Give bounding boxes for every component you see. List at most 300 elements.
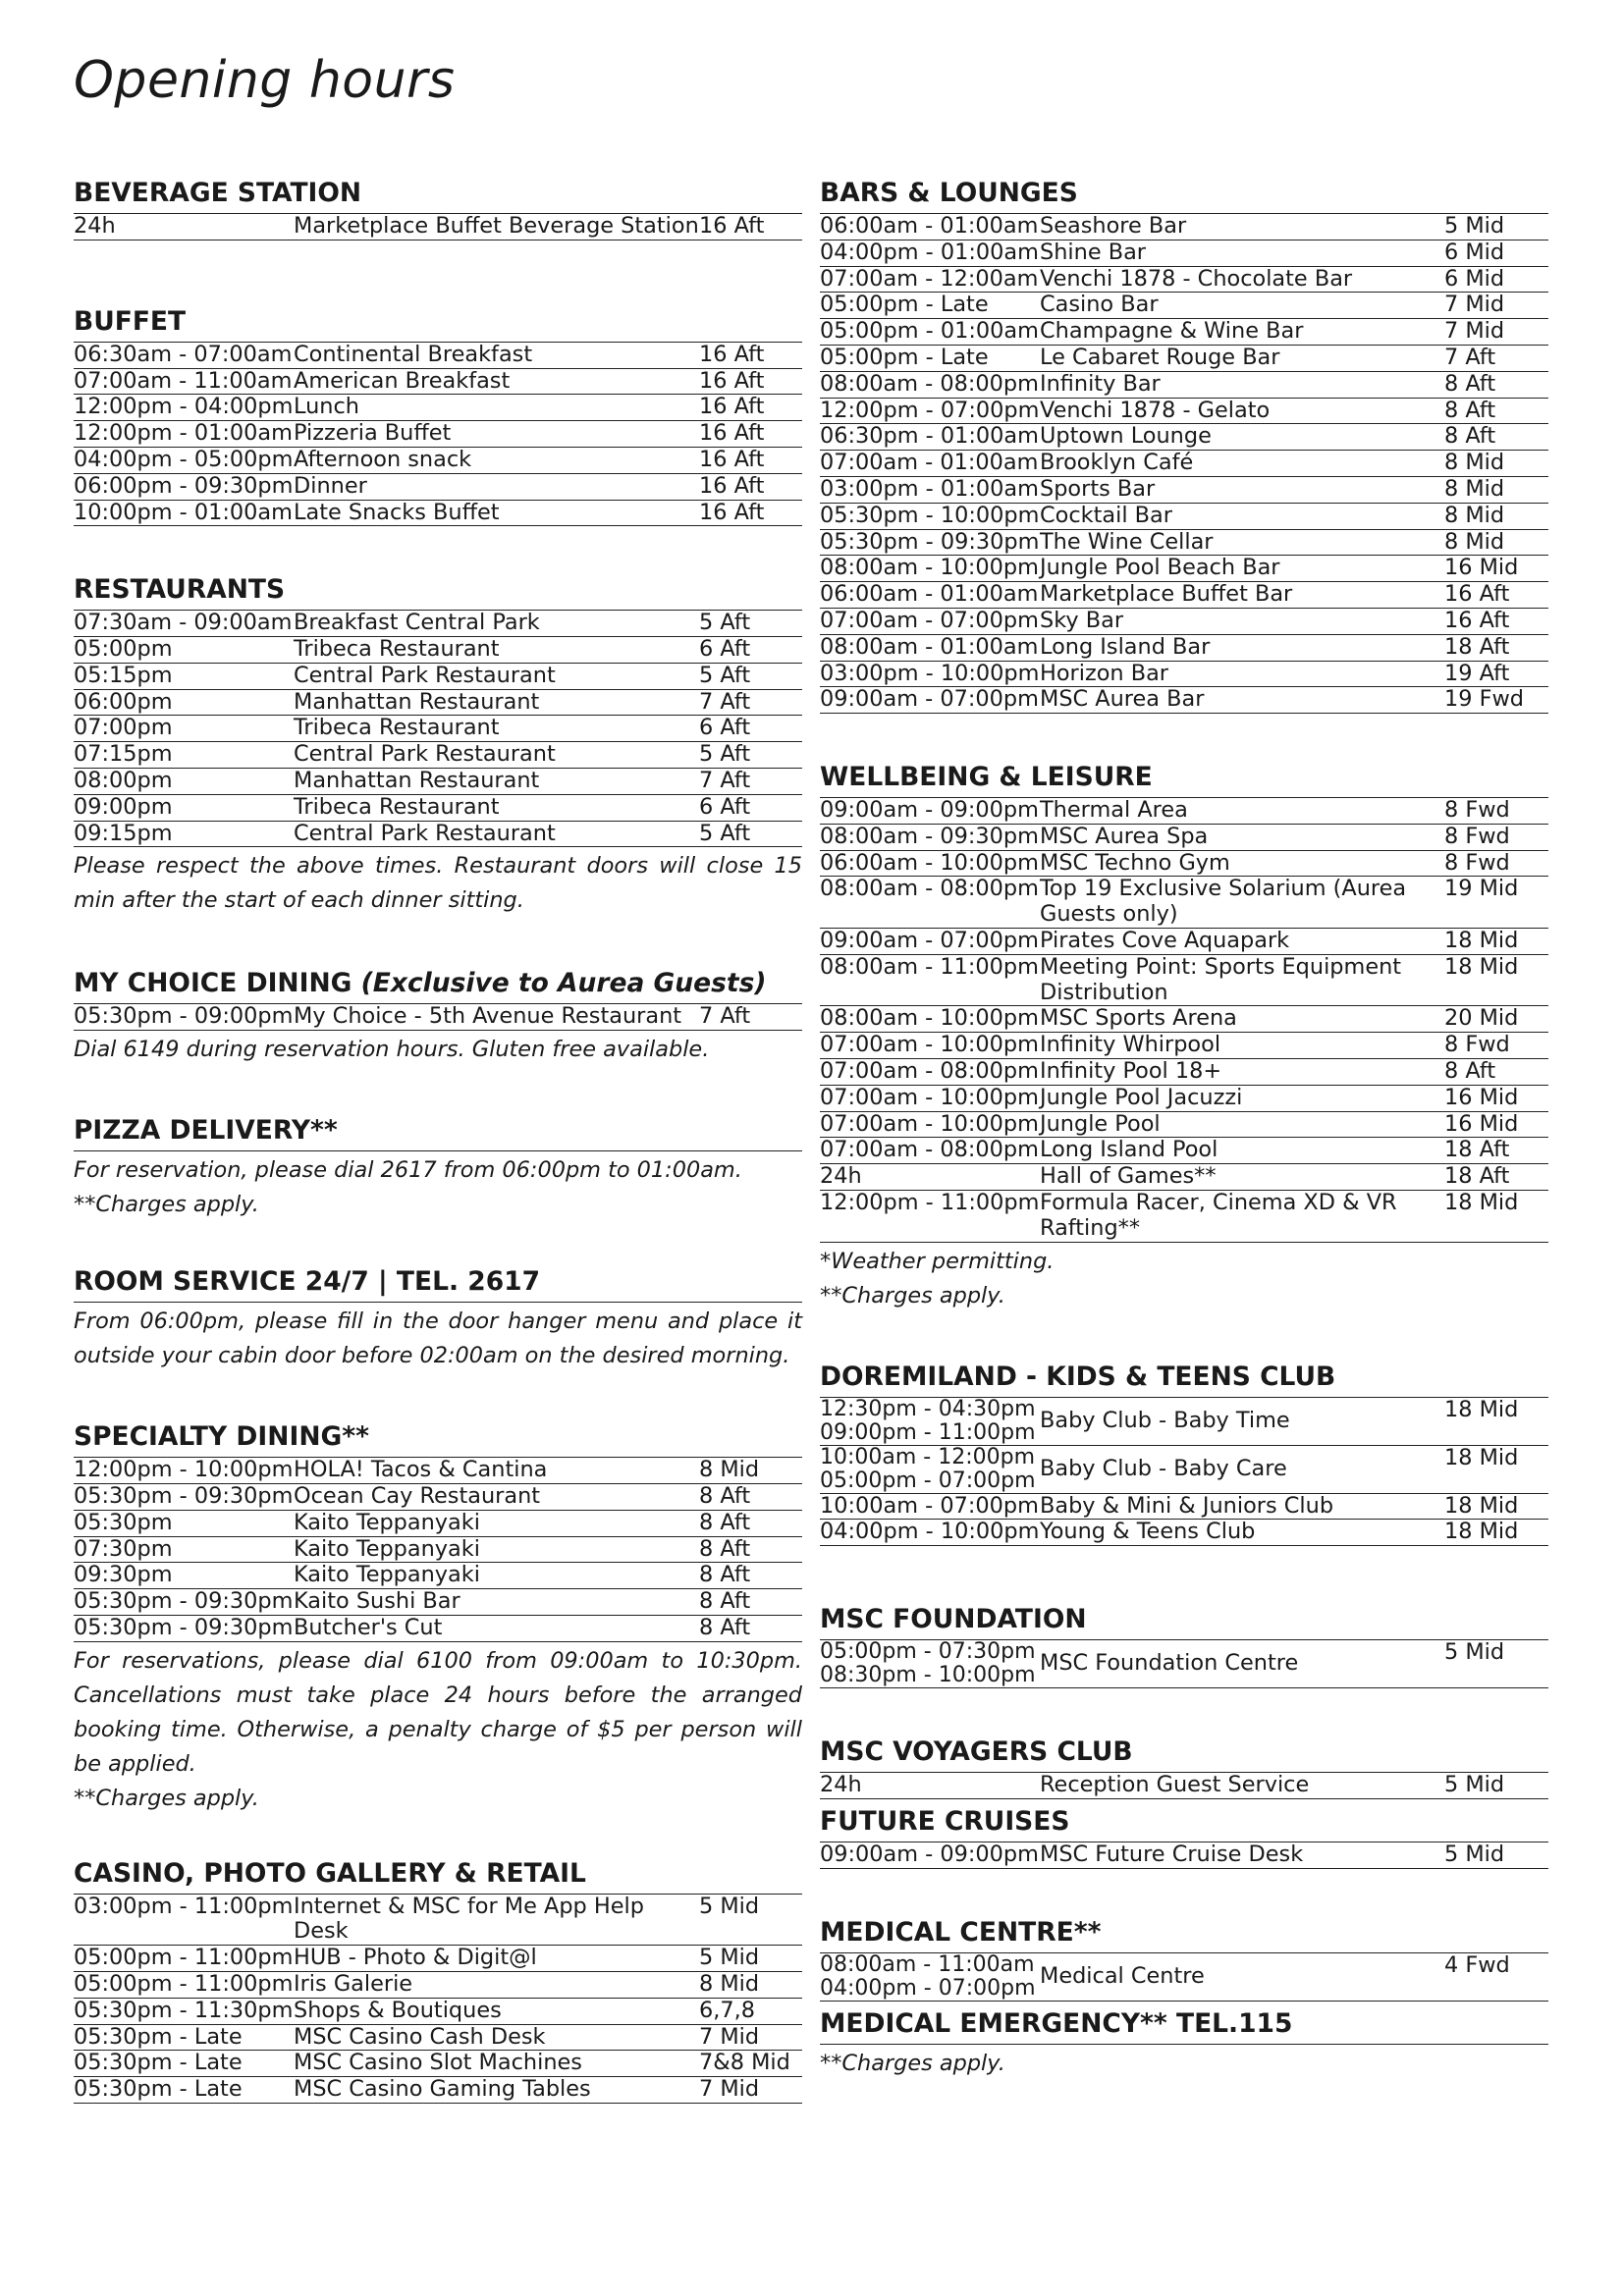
section-note [820,1245,1548,1313]
row-time: 05:30pm - 09:30pm [74,1588,294,1615]
row-time: 05:15pm [74,662,173,688]
section-beverage-station [74,177,802,240]
row-deck: 16 Mid [1444,555,1519,581]
row-venue: MSC Techno Gym [1040,849,1230,876]
row-time: 05:30pm - Late [74,2023,243,2050]
schedule-row [74,501,802,527]
row-venue: Marketplace Buffet Bar [1040,581,1293,608]
section-spacer [820,1688,1548,1735]
note-line: For reservation, please dial 2617 from 06:00pm to 01:00am. [74,1157,742,1184]
schedule-row [74,822,802,848]
section-heading [820,761,1548,798]
row-time: 08:00am - 11:00am 04:00pm - 07:00pm [820,1951,1036,2001]
row-time: 05:30pm - 10:00pm [820,502,1040,528]
section-spacer [74,918,802,967]
section-heading [820,2007,1548,2045]
section-heading-text: ROOM SERVICE 24/7 | TEL. 2617 [74,1266,541,1298]
row-venue: Casino Bar [1040,292,1159,318]
row-time: 12:00pm - 04:00pm [74,394,294,420]
schedule-row [820,240,1548,267]
row-time: 12:00pm - 01:00am [74,420,293,447]
schedule-row [74,214,802,240]
row-deck: 18 Aft [1444,1163,1510,1190]
section-buffet [74,305,802,527]
row-time: 03:00pm - 10:00pm [820,660,1040,686]
row-venue: Medical Centre [1040,1962,1205,1989]
row-time: 07:00am - 11:00am [74,367,293,394]
row-deck: 16 Mid [1444,1110,1519,1137]
schedule-row [74,1946,802,1972]
section-heading-text: MEDICAL EMERGENCY** TEL.115 [820,2007,1293,2039]
schedule-row [74,2025,802,2052]
row-time: 03:00pm - 01:00am [820,475,1039,502]
row-deck: 16 Aft [699,212,765,239]
section-heading-text: BEVERAGE STATION [74,178,362,208]
row-deck: 7 Aft [1444,344,1496,370]
row-time: 07:00am - 07:00pm [820,607,1039,633]
schedule-row [74,448,802,474]
row-time: 05:00pm - Late [820,292,989,318]
row-time: 07:15pm [74,741,173,768]
row-venue: Kaito Teppanyaki [294,1562,480,1588]
row-venue: Sports Bar [1040,475,1156,502]
row-venue: MSC Aurea Bar [1040,686,1205,713]
row-deck: 7 Mid [1444,318,1505,345]
row-time: 12:30pm - 04:30pm 09:00pm - 11:00pm [820,1396,1036,1445]
row-deck: 18 Mid [1444,953,1519,980]
note-line: From 06:00pm, please fill in the door hanger menu and place it outside your cabin door before 02:00am on the desired morning. [74,1308,802,1369]
row-deck: 7 Mid [1444,292,1505,318]
section-heading [74,1265,802,1303]
schedule-row [74,1616,802,1642]
row-time: 05:30pm - Late [74,2076,243,2103]
row-venue: Infinity Pool 18+ [1040,1058,1222,1085]
schedule-row [74,1589,802,1616]
row-deck: 16 Aft [1444,581,1510,608]
section-heading-text: PIZZA DELIVERY** [74,1115,338,1147]
schedule-row [820,1494,1548,1521]
schedule-row [74,1972,802,1999]
schedule-row [820,267,1548,294]
row-deck: 18 Mid [1444,1444,1519,1470]
schedule-row [820,1164,1548,1191]
row-time: 24h [820,1163,862,1190]
schedule-row [820,319,1548,346]
row-venue: My Choice - 5th Avenue Restaurant [294,1003,682,1030]
section-heading-text: MEDICAL CENTRE** [820,1916,1102,1948]
section-note [74,1305,802,1373]
note-line: **Charges apply. [74,1192,259,1218]
row-time: 05:00pm [74,636,173,663]
row-venue: Lunch [294,394,359,420]
schedule-row [820,798,1548,825]
section-casino-photo-retail [74,1857,802,2104]
row-time: 09:00am - 07:00pm [820,928,1039,954]
row-venue: American Breakfast [294,367,511,394]
schedule-row [74,690,802,717]
row-time: 08:00am - 10:00pm [820,1005,1039,1032]
row-venue: Manhattan Restaurant [294,688,540,715]
section-heading-text: CASINO, PHOTO GALLERY & RETAIL [74,1857,586,1889]
row-deck: 19 Aft [1444,660,1510,686]
row-time: 05:30pm - 09:30pm [820,528,1040,555]
row-time: 05:00pm - 11:00pm [74,1945,294,1971]
schedule-row [74,1563,802,1589]
row-time: 09:00am - 09:00pm [820,797,1039,824]
schedule-row [820,877,1548,929]
row-deck: 8 Aft [699,1588,751,1615]
section-spacer [820,1546,1548,1603]
row-time: 05:30pm - 11:30pm [74,1997,294,2023]
row-venue: MSC Casino Slot Machines [294,2050,582,2076]
schedule-row [820,1953,1548,2002]
row-deck: 8 Aft [1444,397,1496,423]
row-deck: 6 Mid [1444,239,1505,265]
section-heading-text: FUTURE CRUISES [820,1805,1070,1837]
row-venue: Shops & Boutiques [294,1997,502,2023]
schedule-row [820,635,1548,662]
schedule-row [74,1895,802,1947]
row-deck: 8 Mid [699,1457,760,1483]
section-spacer [820,714,1548,761]
row-deck: 7 Mid [699,2023,760,2050]
row-venue: Le Cabaret Rouge Bar [1040,344,1280,370]
section-heading [74,1857,802,1895]
section-heading [74,573,802,611]
section-heading [820,1603,1548,1640]
row-deck: 8 Aft [699,1535,751,1562]
row-deck: 18 Mid [1444,928,1519,954]
note-line: Dial 6149 during reservation hours. Gluten free available. [74,1037,710,1063]
row-venue: MSC Foundation Centre [1040,1650,1299,1677]
row-time: 05:00pm - 01:00am [820,318,1039,345]
schedule-row [820,825,1548,851]
schedule-row [820,1191,1548,1243]
row-time: 12:00pm - 10:00pm [74,1457,294,1483]
row-time: 05:30pm - Late [74,2050,243,2076]
row-deck: 6 Aft [699,715,751,741]
row-venue: Baby & Mini & Juniors Club [1040,1492,1334,1519]
note-line: For reservations, please dial 6100 from 09:00am to 10:30pm. Cancellations must take place 24 hours before the arranged booking time. Otherwise, a penalty charge of $5 per person will be applied. [74,1647,802,1777]
row-time: 09:00pm [74,793,173,820]
row-venue: MSC Sports Arena [1040,1005,1237,1032]
schedule-row [820,1086,1548,1112]
row-venue: Venchi 1878 - Chocolate Bar [1040,265,1353,292]
row-deck: 18 Mid [1444,1519,1519,1545]
schedule-row [820,609,1548,635]
row-venue: Young & Teens Club [1040,1519,1256,1545]
schedule-row [820,1842,1548,1869]
section-note [74,849,802,918]
schedule-row [74,343,802,369]
row-deck: 19 Fwd [1444,686,1525,713]
row-deck: 5 Mid [1444,1639,1505,1666]
section-heading-note: (Exclusive to Aurea Guests) [360,968,767,999]
row-venue: Infinity Whirpool [1040,1032,1221,1058]
schedule-row [74,1999,802,2025]
row-venue: Thermal Area [1040,797,1188,824]
schedule-row [74,474,802,501]
row-deck: 8 Fwd [1444,849,1510,876]
row-time: 04:00pm - 10:00pm [820,1519,1040,1545]
section-heading [820,177,1548,214]
row-deck: 8 Mid [1444,475,1505,502]
row-time: 05:30pm - 09:00pm [74,1003,294,1030]
row-deck: 5 Aft [699,662,751,688]
row-time: 06:00am - 01:00am [820,212,1039,239]
section-spacer [74,1373,802,1420]
row-deck: 8 Aft [699,1614,751,1640]
row-venue: Central Park Restaurant [294,820,556,846]
row-time: 08:00am - 09:30pm [820,823,1039,849]
section-spacer [74,1816,802,1857]
section-heading-text: RESTAURANTS [74,574,286,606]
row-deck: 8 Mid [1444,450,1505,476]
row-venue: Meeting Point: Sports Equipment Distribution [1040,953,1402,1005]
row-time: 07:00am - 10:00pm [820,1032,1039,1058]
row-deck: 6 Aft [699,793,751,820]
row-time: 12:00pm - 07:00pm [820,397,1040,423]
row-deck: 20 Mid [1444,1005,1519,1032]
row-time: 07:00am - 08:00pm [820,1058,1039,1085]
row-venue: Uptown Lounge [1040,423,1212,450]
row-time: 07:30pm [74,1535,173,1562]
schedule-row [820,851,1548,878]
row-time: 08:00am - 08:00pm [820,370,1039,397]
row-deck: 8 Fwd [1444,823,1510,849]
row-venue: Champagne & Wine Bar [1040,318,1304,345]
schedule-row [820,929,1548,955]
row-time: 07:00pm [74,715,173,741]
row-venue: Central Park Restaurant [294,741,556,768]
row-venue: MSC Future Cruise Desk [1040,1841,1304,1867]
row-venue: Baby Club - Baby Time [1040,1407,1290,1433]
row-time: 05:30pm [74,1509,173,1535]
section-heading [820,1735,1548,1773]
row-deck: 6 Aft [699,636,751,663]
section-heading [74,967,802,1004]
schedule-row [820,399,1548,425]
row-venue: Continental Breakfast [294,341,533,367]
row-time: 08:00am - 01:00am [820,633,1039,660]
row-deck: 5 Aft [699,820,751,846]
schedule-row [820,451,1548,477]
row-time: 08:00pm [74,768,173,794]
section-specialty-dining [74,1420,802,1816]
row-deck: 8 Aft [699,1562,751,1588]
schedule-row [74,1458,802,1484]
row-venue: Ocean Cay Restaurant [294,1482,541,1509]
row-deck: 18 Mid [1444,1396,1519,1422]
schedule-row [820,1446,1548,1494]
schedule-row [74,1004,802,1031]
schedule-row [74,369,802,396]
row-deck: 18 Aft [1444,633,1510,660]
section-medical-centre [820,1916,1548,2002]
row-time: 09:00am - 09:00pm [820,1841,1039,1867]
row-venue: MSC Casino Cash Desk [294,2023,546,2050]
section-medical-emergency [820,2007,1548,2081]
row-venue: Horizon Bar [1040,660,1169,686]
row-venue: Tribeca Restaurant [294,715,500,741]
section-heading-text: MSC VOYAGERS CLUB [820,1736,1133,1768]
row-deck: 7 Aft [699,688,751,715]
row-time: 10:00am - 12:00pm 05:00pm - 07:00pm [820,1444,1036,1493]
row-venue: Butcher's Cut [294,1614,443,1640]
row-time: 04:00pm - 01:00am [820,239,1039,265]
row-venue: Hall of Games** [1040,1163,1217,1190]
note-line: **Charges apply. [820,2050,1005,2076]
section-note [820,2047,1548,2081]
note-line: **Charges apply. [820,1282,1005,1308]
row-deck: 16 Aft [699,472,765,499]
section-voyagers-club [820,1735,1548,1799]
row-time: 08:00am - 08:00pm [820,876,1039,902]
row-deck: 5 Aft [699,610,751,636]
row-venue: The Wine Cellar [1040,528,1214,555]
row-deck: 8 Aft [699,1482,751,1509]
schedule-row [820,1059,1548,1086]
row-time: 08:00am - 10:00pm [820,555,1039,581]
section-heading [74,305,802,343]
row-time: 06:30am - 07:00am [74,341,293,367]
schedule-row [74,795,802,822]
section-msc-foundation [820,1603,1548,1688]
section-heading [74,1420,802,1458]
section-my-choice-dining [74,967,802,1067]
row-deck: 16 Aft [699,341,765,367]
row-deck: 18 Mid [1444,1492,1519,1519]
section-wellbeing-leisure [820,761,1548,1313]
section-heading-text: SPECIALTY DINING** [74,1421,369,1453]
row-venue: Infinity Bar [1040,370,1161,397]
section-note [74,1644,802,1816]
schedule-row [820,1138,1548,1164]
section-heading [74,1114,802,1151]
section-heading [820,1361,1548,1398]
row-venue: Venchi 1878 - Gelato [1040,397,1271,423]
schedule-row [74,2051,802,2077]
row-time: 08:00am - 11:00pm [820,953,1039,980]
row-venue: Central Park Restaurant [294,662,556,688]
row-time: 06:00am - 10:00pm [820,849,1039,876]
row-deck: 6 Mid [1444,265,1505,292]
schedule-row [820,477,1548,504]
schedule-row [820,372,1548,399]
row-venue: Manhattan Restaurant [294,768,540,794]
row-venue: Internet & MSC for Me App Help Desk [294,1893,644,1945]
schedule-row [820,582,1548,609]
schedule-row [74,637,802,664]
section-spacer [74,526,802,573]
row-deck: 7&8 Mid [699,2050,790,2076]
row-venue: Top 19 Exclusive Solarium (Aurea Guests only) [1040,876,1407,928]
row-deck: 5 Mid [699,1945,760,1971]
row-venue: Marketplace Buffet Beverage Station [294,212,699,239]
row-venue: HOLA! Tacos & Cantina [294,1457,548,1483]
row-time: 24h [820,1772,862,1798]
row-deck: 8 Aft [1444,370,1496,397]
section-heading-text: WELLBEING & LEISURE [820,762,1153,793]
section-heading [74,177,802,214]
schedule-row [820,293,1548,319]
row-time: 12:00pm - 11:00pm [820,1190,1040,1216]
note-line: *Weather permitting. [820,1248,1055,1274]
section-spacer [74,1222,802,1265]
row-deck: 7 Mid [699,2076,760,2103]
schedule-row [74,2077,802,2104]
schedule-row [820,1640,1548,1688]
note-line: **Charges apply. [74,1785,259,1811]
schedule-row [820,1398,1548,1446]
schedule-row [820,955,1548,1007]
row-deck: 8 Fwd [1444,797,1510,824]
row-venue: Afternoon snack [294,446,472,472]
schedule-row [820,1112,1548,1139]
row-deck: 16 Aft [699,367,765,394]
section-heading-text: BUFFET [74,305,187,337]
section-heading [820,1916,1548,1953]
section-heading-text: MY CHOICE DINING [74,968,352,999]
row-deck: 5 Mid [699,1893,760,1919]
row-venue: MSC Aurea Spa [1040,823,1209,849]
row-venue: Late Snacks Buffet [294,499,500,525]
row-deck: 16 Aft [1444,607,1510,633]
row-deck: 8 Mid [1444,502,1505,528]
row-deck: 6,7,8 [699,1997,755,2023]
row-venue: Sky Bar [1040,607,1124,633]
right-column [820,177,1548,2081]
schedule-row [820,556,1548,582]
row-venue: Pirates Cove Aquapark [1040,928,1290,954]
row-deck: 16 Aft [699,394,765,420]
row-deck: 16 Mid [1444,1084,1519,1110]
row-venue: Brooklyn Café [1040,450,1194,476]
section-room-service [74,1265,802,1373]
schedule-row [820,662,1548,688]
section-heading-text: DOREMILAND - KIDS & TEENS CLUB [820,1361,1336,1392]
row-deck: 8 Aft [699,1509,751,1535]
section-note [74,1153,802,1222]
row-time: 05:30pm - 09:30pm [74,1482,294,1509]
row-venue: HUB - Photo & Digit@l [294,1945,537,1971]
row-venue: Pizzeria Buffet [294,420,452,447]
row-deck: 5 Mid [1444,1841,1505,1867]
row-venue: Jungle Pool Jacuzzi [1040,1084,1243,1110]
row-time: 05:00pm - 07:30pm 08:30pm - 10:00pm [820,1639,1036,1688]
row-deck: 5 Aft [699,741,751,768]
row-venue: Kaito Teppanyaki [294,1535,480,1562]
row-time: 06:30pm - 01:00am [820,423,1039,450]
row-deck: 19 Mid [1444,876,1519,902]
left-column [74,177,802,2104]
row-time: 07:00am - 10:00pm [820,1110,1039,1137]
section-note [74,1033,802,1067]
row-deck: 7 Aft [699,768,751,794]
row-venue: Kaito Sushi Bar [294,1588,460,1615]
row-venue: Tribeca Restaurant [294,793,500,820]
row-venue: Seashore Bar [1040,212,1187,239]
row-deck: 16 Aft [699,420,765,447]
schedule-row [820,1773,1548,1799]
schedule-row [820,214,1548,240]
schedule-row [74,742,802,769]
row-deck: 8 Aft [1444,1058,1496,1085]
schedule-row [820,1006,1548,1033]
schedule-row [820,530,1548,557]
note-line: Please respect the above times. Restaurant doors will close 15 min after the start of each dinner sitting. [74,853,802,914]
row-venue: MSC Casino Gaming Tables [294,2076,591,2103]
